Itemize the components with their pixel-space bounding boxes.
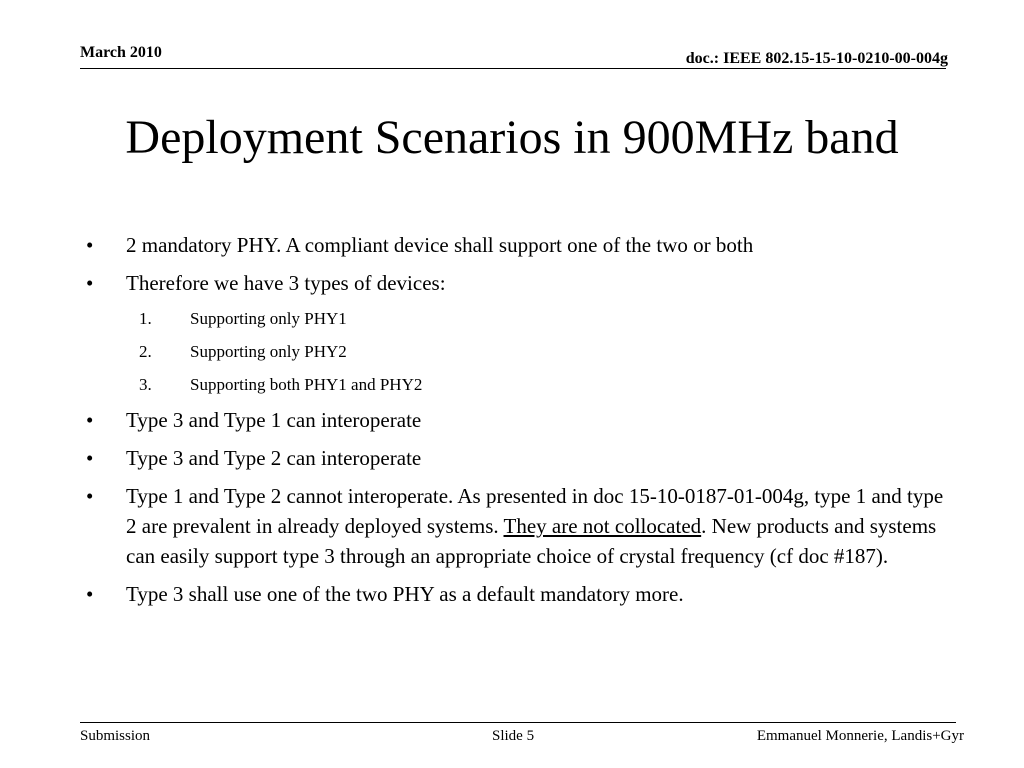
bullet-item xyxy=(86,579,946,609)
bullet-item xyxy=(86,443,946,473)
header-doc-id: doc.: IEEE 802.15-15-10-0210-00-004g xyxy=(685,50,948,67)
item-text: Supporting only PHY2 xyxy=(190,342,347,361)
item-number: 2. xyxy=(139,342,152,361)
bullet-text-part2: . New products and systems can easily support type 3 through an appropriate choice of crystal frequency (cf doc #187). xyxy=(126,514,937,568)
bullet-text: 2 mandatory PHY. A compliant device shall support one of the two or both xyxy=(126,233,754,257)
numbered-item xyxy=(86,339,946,364)
bullet-text: Type 3 and Type 2 can interoperate xyxy=(126,446,422,470)
item-number: 3. xyxy=(139,375,152,394)
bullet-marker: • xyxy=(86,484,94,508)
bullet-marker: • xyxy=(86,271,94,295)
bullet-text-underlined: They are not collocated xyxy=(503,514,702,538)
numbered-item xyxy=(86,372,946,397)
bullet-text: Therefore we have 3 types of devices: xyxy=(126,271,446,295)
item-number: 1. xyxy=(139,309,152,328)
footer-slide-number: Slide 5 xyxy=(492,728,535,744)
slide-title: Deployment Scenarios in 900MHz band xyxy=(125,111,899,164)
numbered-item xyxy=(86,306,946,331)
header-date: March 2010 xyxy=(80,44,162,61)
bullet-item xyxy=(86,268,946,298)
bullet-text: Type 3 shall use one of the two PHY as a default mandatory more. xyxy=(126,582,684,606)
header-divider xyxy=(80,68,946,69)
bullet-marker: • xyxy=(86,582,94,606)
bullet-item xyxy=(86,405,946,435)
bullet-marker: • xyxy=(86,408,94,432)
bullet-marker: • xyxy=(86,233,94,257)
slide-body xyxy=(86,230,946,617)
bullet-item xyxy=(86,481,946,571)
bullet-text-part1: Type 1 and Type 2 cannot interoperate. As presented in doc 15-10-0187-01-004g, type 1 and type 2 are prevalent in already deployed systems. xyxy=(126,484,944,538)
footer-author: Emmanuel Monnerie, Landis+Gyr xyxy=(756,728,964,744)
bullet-marker: • xyxy=(86,446,94,470)
footer-divider xyxy=(80,722,956,723)
item-text: Supporting both PHY1 and PHY2 xyxy=(190,375,423,394)
bullet-item xyxy=(86,230,946,260)
item-text: Supporting only PHY1 xyxy=(190,309,347,328)
bullet-text: Type 3 and Type 1 can interoperate xyxy=(126,408,422,432)
footer-submission: Submission xyxy=(80,728,151,744)
